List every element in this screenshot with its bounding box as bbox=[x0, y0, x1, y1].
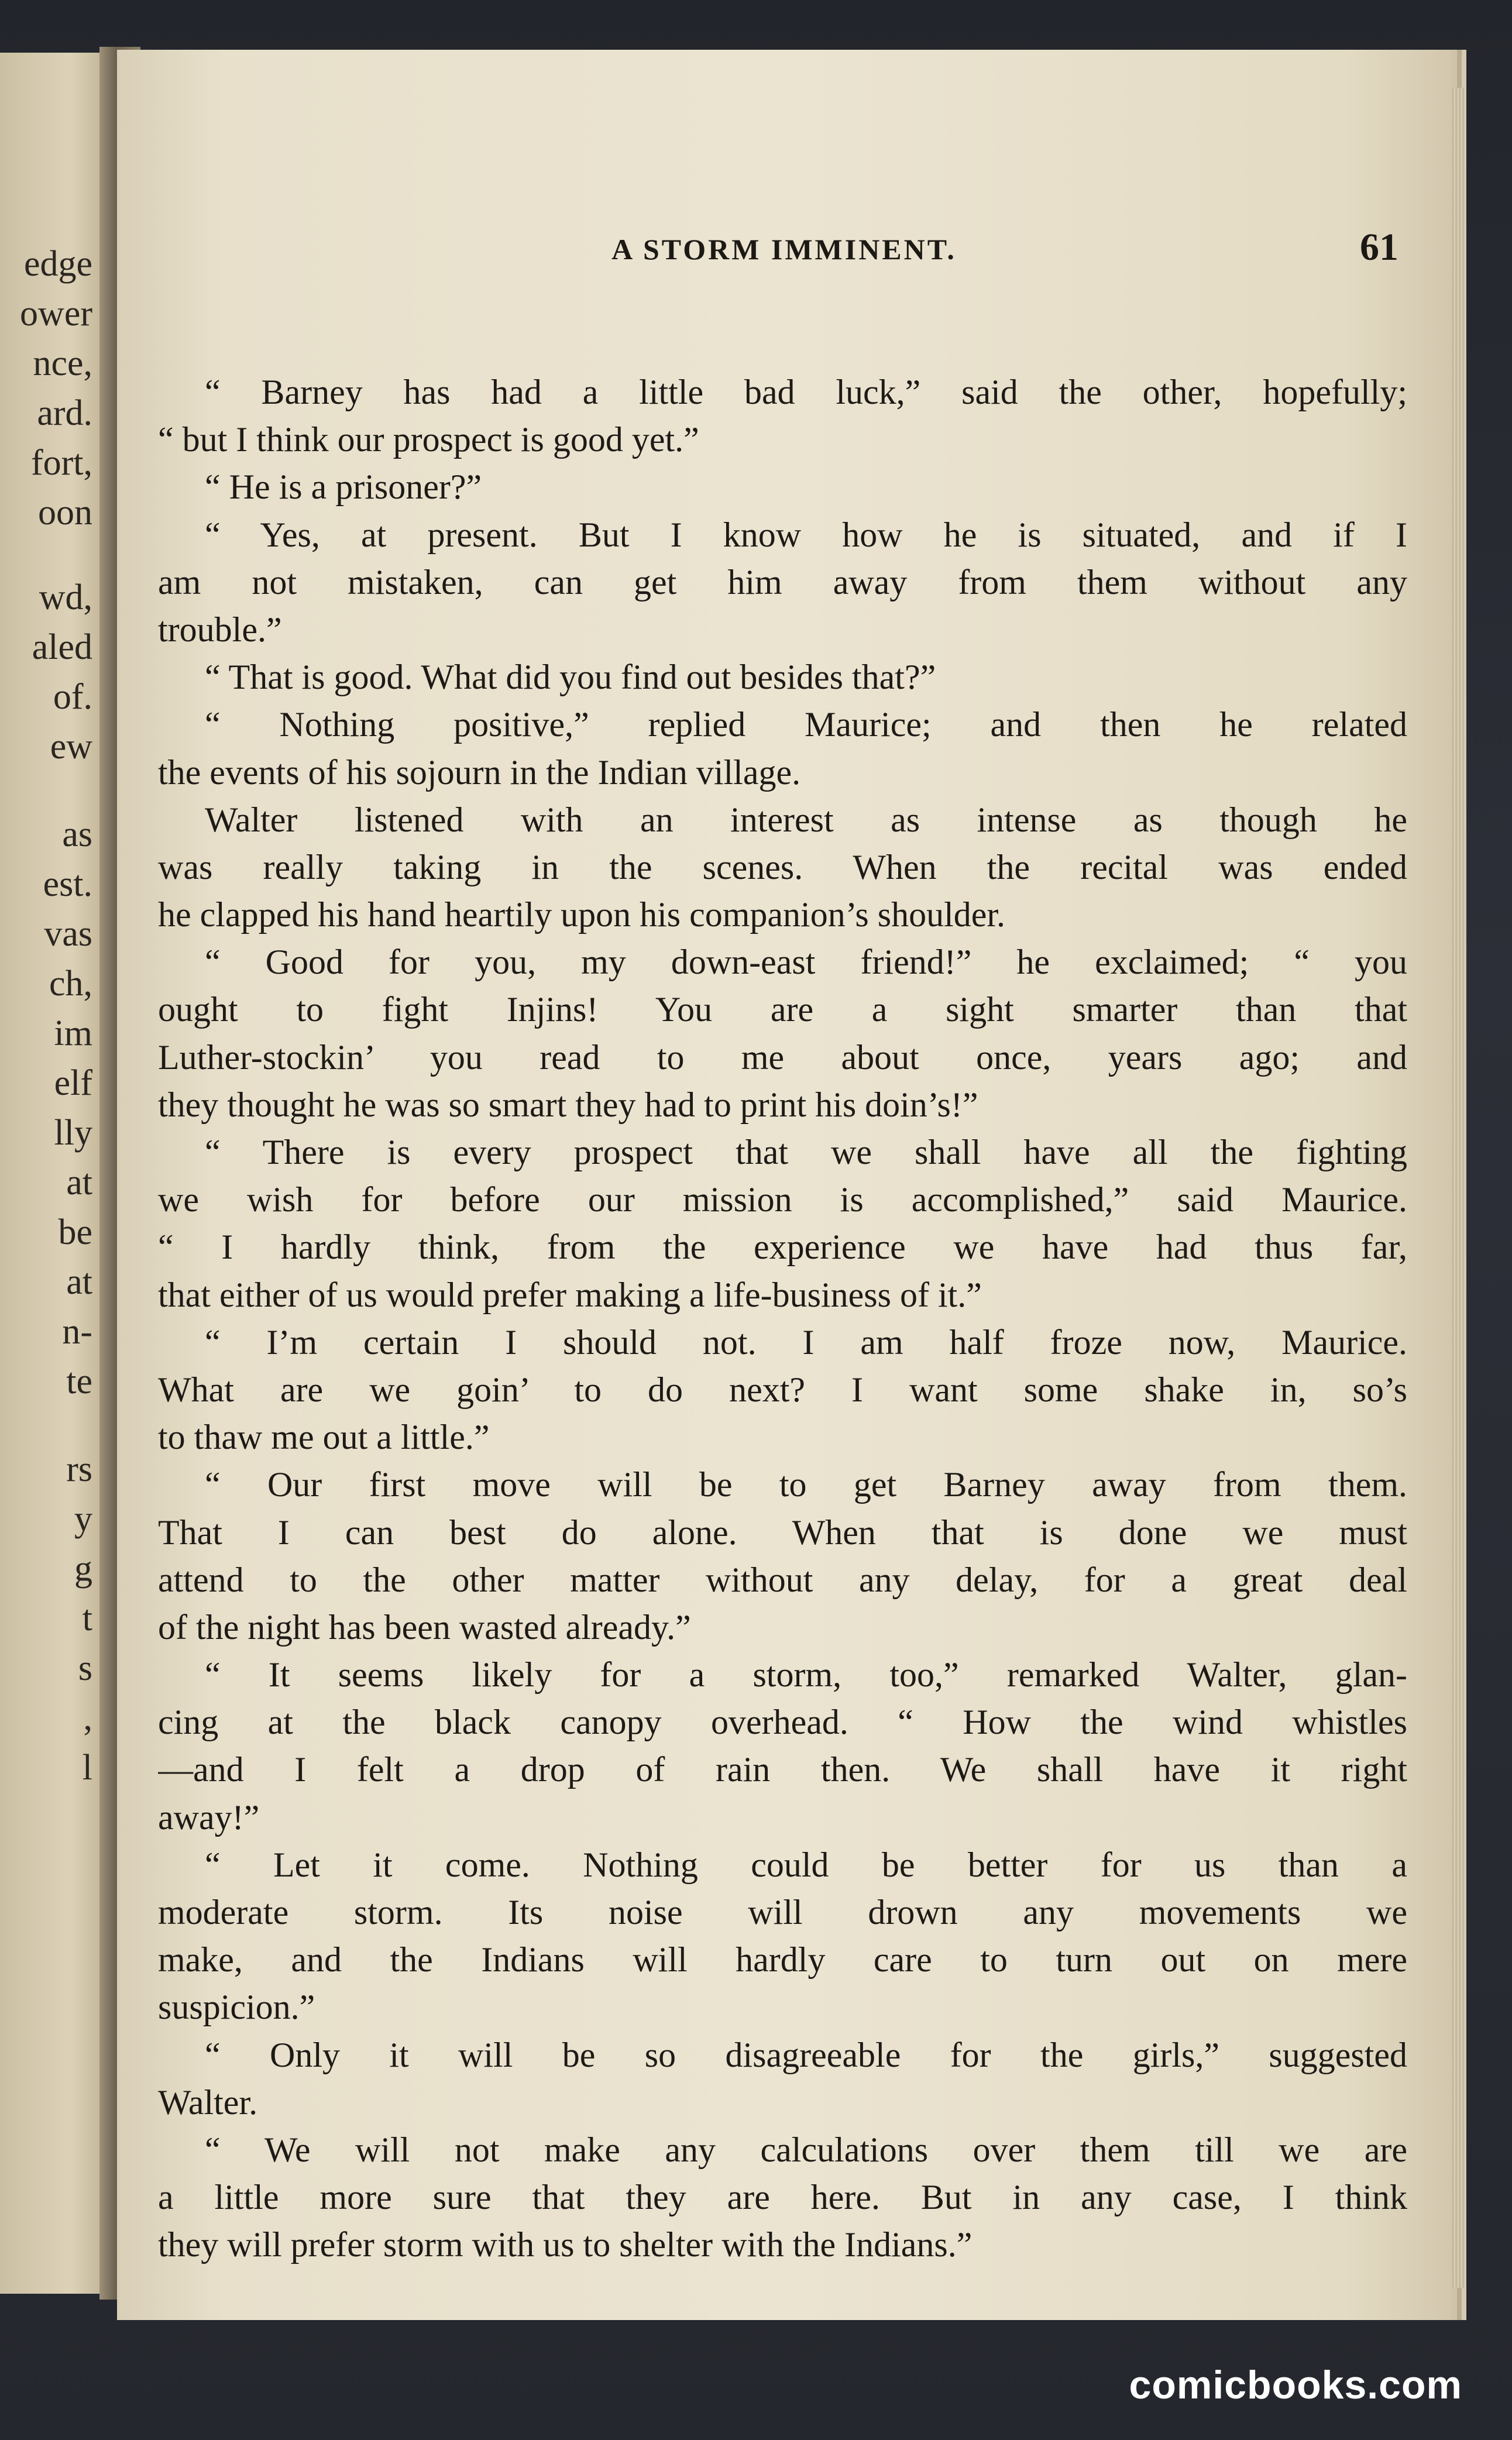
left-page-text-fragment: n- bbox=[62, 1312, 92, 1352]
text-line: Walter listened with an interest as intense as though he bbox=[205, 800, 1407, 839]
text-line: to thaw me out a little.” bbox=[158, 1418, 490, 1457]
text-line: “ I hardly think, from the experience we have had thus far, bbox=[158, 1228, 1407, 1267]
text-line: Walter. bbox=[158, 2082, 258, 2122]
text-line: “ That is good. What did you find out besides that?” bbox=[205, 658, 936, 697]
left-page-text-fragment: at bbox=[66, 1163, 92, 1202]
left-page-text-fragment: of. bbox=[53, 677, 92, 717]
text-line: we wish for before our mission is accomplished,” said Maurice. bbox=[158, 1180, 1407, 1219]
text-line: “ Let it come. Nothing could be better for us than a bbox=[205, 1845, 1407, 1884]
text-line: a little more sure that they are here. But in any case, I think bbox=[158, 2178, 1407, 2217]
text-line: make, and the Indians will hardly care to turn out on mere bbox=[158, 1940, 1407, 1980]
left-page-text-fragment: y bbox=[74, 1499, 92, 1539]
text-line: “ We will not make any calculations over them till we are bbox=[205, 2130, 1407, 2169]
text-line: “ Yes, at present. But I know how he is situated, and if I bbox=[205, 515, 1407, 554]
text-line: “ There is every prospect that we shall have all the fighting bbox=[205, 1133, 1407, 1171]
page-number: 61 bbox=[1360, 226, 1398, 269]
text-line: Luther-stockin’ you read to me about once, years ago; and bbox=[158, 1037, 1407, 1077]
left-page-text-fragment: wd, bbox=[39, 578, 92, 617]
text-line: That I can best do alone. When that is done we must bbox=[158, 1513, 1407, 1552]
left-page-text-fragment: oon bbox=[38, 493, 92, 532]
text-line: —and I felt a drop of rain then. We shall have it right bbox=[158, 1750, 1407, 1789]
left-page-text-fragment: ower bbox=[20, 294, 92, 334]
text-line: moderate storm. Its noise will drown any movements we bbox=[158, 1893, 1407, 1932]
text-line: they thought he was so smart they had to print his doin’s!” bbox=[158, 1085, 978, 1124]
watermark: comicbooks.com bbox=[1129, 2363, 1462, 2407]
page-edges bbox=[1451, 88, 1464, 2288]
text-line: What are we goin’ to do next? I want some shake in, so’s bbox=[158, 1370, 1407, 1409]
left-page-text-fragment: edge bbox=[23, 244, 92, 284]
text-line: “ but I think our prospect is good yet.” bbox=[158, 420, 699, 459]
text-line: away!” bbox=[158, 1798, 260, 1837]
left-page-text-fragment: lly bbox=[54, 1113, 92, 1153]
left-page-text-fragment: l bbox=[82, 1748, 92, 1788]
left-page-text-fragment: fort, bbox=[30, 443, 92, 483]
text-line: they will prefer storm with us to shelter with the Indians.” bbox=[158, 2225, 973, 2264]
left-page-text-fragment: s bbox=[78, 1648, 92, 1688]
text-line: “ Barney has had a little bad luck,” said the other, hopefully; bbox=[205, 373, 1407, 411]
left-page-text-fragment: t bbox=[82, 1599, 92, 1638]
text-line: attend to the other matter without any delay, for a great deal bbox=[158, 1560, 1407, 1599]
text-line: “ Our first move will be to get Barney away from them. bbox=[205, 1465, 1407, 1504]
left-page-text-fragment: elf bbox=[54, 1063, 92, 1103]
left-page-text-fragment: ch, bbox=[49, 964, 92, 1004]
left-page-text-fragment: rs bbox=[66, 1449, 92, 1489]
text-line: was really taking in the scenes. When the recital was ended bbox=[158, 847, 1407, 886]
left-page-text-fragment: vas bbox=[44, 914, 92, 954]
text-line: that either of us would prefer making a life-business of it.” bbox=[158, 1275, 982, 1314]
text-line: “ I’m certain I should not. I am half froze now, Maurice. bbox=[205, 1322, 1407, 1362]
left-page-text-fragment: , bbox=[83, 1698, 92, 1738]
text-line: “ Nothing positive,” replied Maurice; and then he related bbox=[205, 705, 1407, 744]
left-page-text-fragment: te bbox=[66, 1362, 92, 1401]
running-head: A STORM IMMINENT. bbox=[611, 233, 957, 266]
left-page-text-fragment: be bbox=[58, 1212, 92, 1252]
text-line: trouble.” bbox=[158, 610, 282, 649]
left-page-text-fragment: im bbox=[54, 1013, 92, 1053]
book-page bbox=[117, 50, 1451, 2320]
text-line: “ He is a prisoner?” bbox=[205, 468, 482, 507]
left-page-text-fragment: as bbox=[62, 815, 92, 854]
text-line: “ Good for you, my down-east friend!” he exclaimed; “ you bbox=[205, 943, 1407, 982]
text-line: the events of his sojourn in the Indian village. bbox=[158, 752, 801, 792]
body-text bbox=[158, 369, 1407, 2269]
text-line: ought to fight Injins! You are a sight smarter than that bbox=[158, 990, 1407, 1029]
left-page-text-fragment: g bbox=[74, 1549, 92, 1589]
left-page-text-fragment: at bbox=[66, 1262, 92, 1302]
text-line: he clapped his hand heartily upon his companion’s shoulder. bbox=[158, 895, 1006, 934]
text-line: of the night has been wasted already.” bbox=[158, 1607, 691, 1647]
text-line: suspicion.” bbox=[158, 1988, 315, 2027]
text-line: “ Only it will be so disagreeable for the girls,” suggested bbox=[205, 2035, 1407, 2074]
left-page-text-fragment: aled bbox=[32, 627, 92, 667]
text-line: am not mistaken, can get him away from them without any bbox=[158, 562, 1407, 602]
text-line: “ It seems likely for a storm, too,” remarked Walter, glan- bbox=[205, 1655, 1407, 1695]
text-line: cing at the black canopy overhead. “ How the wind whistles bbox=[158, 1703, 1407, 1742]
left-page-text-fragment: ard. bbox=[37, 393, 92, 433]
left-page-text-fragment: nce, bbox=[33, 343, 92, 383]
left-page-text-fragment: est. bbox=[43, 864, 92, 904]
left-page-text-fragment: ew bbox=[50, 727, 92, 767]
